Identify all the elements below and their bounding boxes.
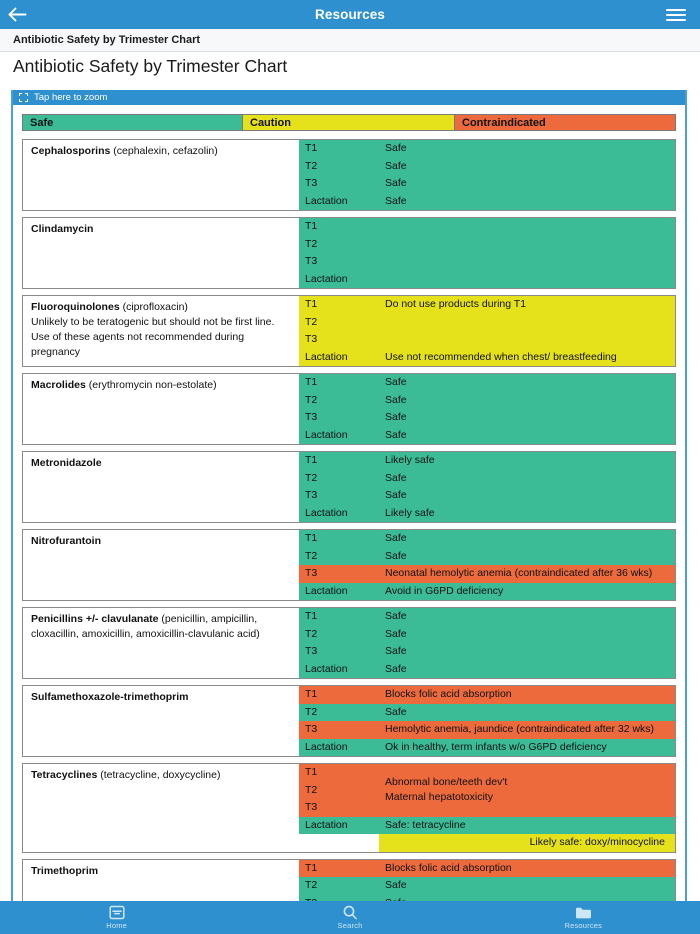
nav-label-resources: Resources <box>564 920 603 930</box>
period-row <box>299 565 675 583</box>
period-label: T1 <box>305 298 318 310</box>
table-row <box>22 451 676 523</box>
drug-name-rest: (tetracycline, doxycycline) <box>97 769 221 781</box>
table-row <box>22 139 676 211</box>
period-label: T3 <box>305 177 318 189</box>
legend-label-caution: Caution <box>250 116 291 129</box>
period-row <box>299 236 675 254</box>
period-label: T1 <box>305 220 318 232</box>
period-note: Safe <box>385 393 407 406</box>
period-row <box>299 817 675 835</box>
period-row <box>299 427 675 445</box>
drug-name-bold: Tetracyclines <box>31 769 98 781</box>
tap-to-zoom-label: Tap here to zoom <box>34 92 108 103</box>
period-note: Safe <box>385 532 407 544</box>
legend-item-contraindicated <box>455 115 675 130</box>
period-note: Do not use products during T1 <box>385 298 527 310</box>
drug-name-bold: Trimethoprim <box>31 864 99 877</box>
period-label: Lactation <box>305 662 348 675</box>
period-columns <box>299 530 675 600</box>
chart-body <box>13 105 685 928</box>
drug-name-cell <box>23 296 299 366</box>
period-label: T2 <box>305 315 318 328</box>
period-note: Safe <box>385 645 407 657</box>
drug-name-bold: Penicillins +/- clavulanate <box>31 613 159 625</box>
drug-name-cell <box>23 608 299 678</box>
drug-name-bold: Sulfamethoxazole-trimethoprim <box>31 691 189 703</box>
nav-item-home[interactable] <box>0 905 233 930</box>
period-columns <box>299 374 675 444</box>
drug-name-bold: Macrolides <box>31 379 86 391</box>
expand-icon <box>19 93 28 102</box>
period-row <box>299 487 675 505</box>
period-columns <box>299 452 675 522</box>
period-row <box>299 158 675 176</box>
period-row <box>299 505 675 523</box>
table-row <box>22 295 676 367</box>
period-note: Safe <box>385 549 407 562</box>
period-row <box>299 374 675 392</box>
legend-label-contraindicated: Contraindicated <box>462 116 546 129</box>
period-note: Safe <box>385 428 407 441</box>
period-note: Use not recommended when chest/ breastfeeding <box>385 350 617 363</box>
period-note: Safe <box>385 471 407 484</box>
period-label: T1 <box>305 376 318 388</box>
page-header-title: Resources <box>315 7 385 22</box>
table-row <box>22 217 676 289</box>
period-label: Lactation <box>305 818 348 831</box>
period-note: Safe <box>385 194 407 207</box>
period-row <box>299 626 675 644</box>
drug-name-bold: Metronidazole <box>31 457 102 469</box>
period-columns <box>299 764 675 852</box>
home-inbox-icon <box>109 905 125 920</box>
breadcrumb[interactable] <box>0 29 700 52</box>
period-label: Lactation <box>305 584 348 597</box>
period-row <box>299 704 675 722</box>
drug-name-cell <box>23 218 299 288</box>
period-label: T1 <box>305 766 318 778</box>
period-label: T1 <box>305 142 318 154</box>
drug-name-bold: Clindamycin <box>31 223 94 235</box>
period-row <box>299 661 675 679</box>
period-columns <box>299 296 675 366</box>
period-label: T1 <box>305 610 318 622</box>
period-row <box>299 583 675 601</box>
period-row <box>299 409 675 427</box>
legend <box>22 114 676 131</box>
period-row <box>299 271 675 289</box>
period-columns <box>299 686 675 756</box>
period-label: T1 <box>305 454 318 466</box>
period-row <box>299 314 675 332</box>
menu-bar-2 <box>666 14 686 16</box>
drug-name-cell <box>23 530 299 600</box>
period-columns <box>299 608 675 678</box>
merged-note-line-2: Maternal hepatotoxicity <box>385 791 493 804</box>
period-label: T1 <box>305 688 318 700</box>
drug-name-bold: Cephalosporins <box>31 145 111 157</box>
legend-item-safe <box>23 115 243 130</box>
drug-name-bold: Nitrofurantoin <box>31 535 101 547</box>
period-label: T3 <box>305 411 318 423</box>
period-row <box>299 643 675 661</box>
period-row-extra <box>299 834 675 852</box>
period-row <box>299 349 675 367</box>
drug-name-rest: (erythromycin non-estolate) <box>85 379 217 391</box>
period-note: Safe: tetracycline <box>385 818 466 831</box>
drug-name-rest: (cephalexin, cefazolin) <box>110 145 218 157</box>
period-note: Ok in healthy, term infants w/o G6PD deficiency <box>385 740 607 753</box>
period-row <box>299 253 675 271</box>
nav-label-home: Home <box>106 921 128 930</box>
period-label: Lactation <box>305 194 348 207</box>
drug-name-cell <box>23 374 299 444</box>
bottom-navigation-bar <box>0 901 700 934</box>
period-label: T3 <box>305 801 318 813</box>
top-navigation-bar <box>0 0 700 29</box>
period-note: Safe <box>385 489 407 501</box>
nav-item-resources[interactable] <box>467 906 700 930</box>
period-row <box>299 877 675 895</box>
legend-label-safe: Safe <box>30 116 54 129</box>
tap-to-zoom-bar[interactable] <box>13 90 685 105</box>
period-row <box>299 860 675 878</box>
folder-icon <box>575 906 592 920</box>
period-note: Safe <box>385 705 407 718</box>
merged-note-line-1: Abnormal bone/teeth dev't <box>385 776 508 789</box>
table-row <box>22 763 676 853</box>
period-note-extra: Likely safe: doxy/minocycline <box>379 834 675 852</box>
period-row <box>299 721 675 739</box>
search-icon <box>342 905 358 920</box>
period-label: Lactation <box>305 428 348 441</box>
period-note: Likely safe <box>385 506 435 519</box>
period-note: Safe <box>385 159 407 172</box>
period-label: T2 <box>305 471 318 484</box>
menu-bar-3 <box>666 19 686 21</box>
period-note: Likely safe <box>385 454 435 466</box>
period-label: T1 <box>305 532 318 544</box>
period-note: Safe <box>385 662 407 675</box>
period-row <box>299 470 675 488</box>
period-note: Blocks folic acid absorption <box>385 861 512 874</box>
period-label: Lactation <box>305 740 348 753</box>
period-row <box>299 686 675 704</box>
period-note: Safe <box>385 142 407 154</box>
drug-name-bold: Fluoroquinolones <box>31 301 120 313</box>
period-row <box>299 548 675 566</box>
drug-name-rest: (penicillin, ampicillin, cloxacillin, amoxicillin, amoxicillin-clavulanic acid) <box>31 613 260 640</box>
merged-period-note <box>379 764 675 817</box>
breadcrumb-label: Antibiotic Safety by Trimester Chart <box>13 34 201 46</box>
page-title: Antibiotic Safety by Trimester Chart <box>13 56 288 76</box>
period-label: T2 <box>305 159 318 172</box>
period-label: T3 <box>305 645 318 657</box>
period-note: Safe <box>385 177 407 189</box>
table-row <box>22 685 676 757</box>
drug-name-cell <box>23 686 299 756</box>
period-row <box>299 140 675 158</box>
table-row <box>22 607 676 679</box>
period-row <box>299 392 675 410</box>
period-note: Safe <box>385 627 407 640</box>
drug-name-cell <box>23 764 299 852</box>
period-row <box>299 530 675 548</box>
period-row <box>299 608 675 626</box>
period-label: Lactation <box>305 350 348 363</box>
period-row <box>299 218 675 236</box>
period-note: Hemolytic anemia, jaundice (contraindicated after 32 wks) <box>385 723 655 735</box>
period-note: Safe <box>385 610 407 622</box>
period-row <box>299 175 675 193</box>
nav-label-search: Search <box>337 921 363 930</box>
period-note: Safe <box>385 376 407 388</box>
merged-period-block <box>299 764 675 817</box>
table-row <box>22 373 676 445</box>
period-label: T2 <box>305 393 318 406</box>
menu-bar-1 <box>666 9 686 11</box>
period-label: Lactation <box>305 272 348 285</box>
period-label: T2 <box>305 237 318 250</box>
period-note: Neonatal hemolytic anemia (contraindicated after 36 wks) <box>385 567 653 579</box>
period-label: T3 <box>305 333 318 345</box>
period-columns <box>299 140 675 210</box>
period-label: T2 <box>305 549 318 562</box>
drug-name-cell <box>23 140 299 210</box>
period-note: Avoid in G6PD deficiency <box>385 584 504 597</box>
drug-name-cell <box>23 452 299 522</box>
period-columns <box>299 218 675 288</box>
period-row <box>299 193 675 211</box>
period-note: Safe <box>385 411 407 423</box>
back-arrow-icon[interactable] <box>0 0 34 29</box>
period-note: Blocks folic acid absorption <box>385 688 512 700</box>
period-row <box>299 739 675 757</box>
table-row <box>22 529 676 601</box>
period-note: Safe <box>385 879 407 891</box>
period-row <box>299 331 675 349</box>
period-label: T2 <box>305 705 318 718</box>
merged-period-labels <box>299 764 379 817</box>
period-label: T3 <box>305 489 318 501</box>
period-label: T2 <box>305 783 318 796</box>
period-row <box>299 296 675 314</box>
period-label: T2 <box>305 627 318 640</box>
period-label: T3 <box>305 255 318 267</box>
period-label: Lactation <box>305 506 348 519</box>
period-label: T1 <box>305 861 318 874</box>
period-label: T3 <box>305 723 318 735</box>
nav-item-search[interactable] <box>233 905 466 930</box>
legend-item-caution <box>243 115 455 130</box>
hamburger-menu-icon[interactable] <box>660 0 692 29</box>
period-label: T2 <box>305 879 318 891</box>
drug-name-rest: (ciprofloxacin) <box>119 301 188 313</box>
period-row <box>299 452 675 470</box>
chart-card <box>11 90 687 902</box>
drug-name-extra: Unlikely to be teratogenic but should not be first line. Use of these agents not recommended during pregnancy <box>31 315 275 358</box>
period-label: T3 <box>305 567 318 579</box>
